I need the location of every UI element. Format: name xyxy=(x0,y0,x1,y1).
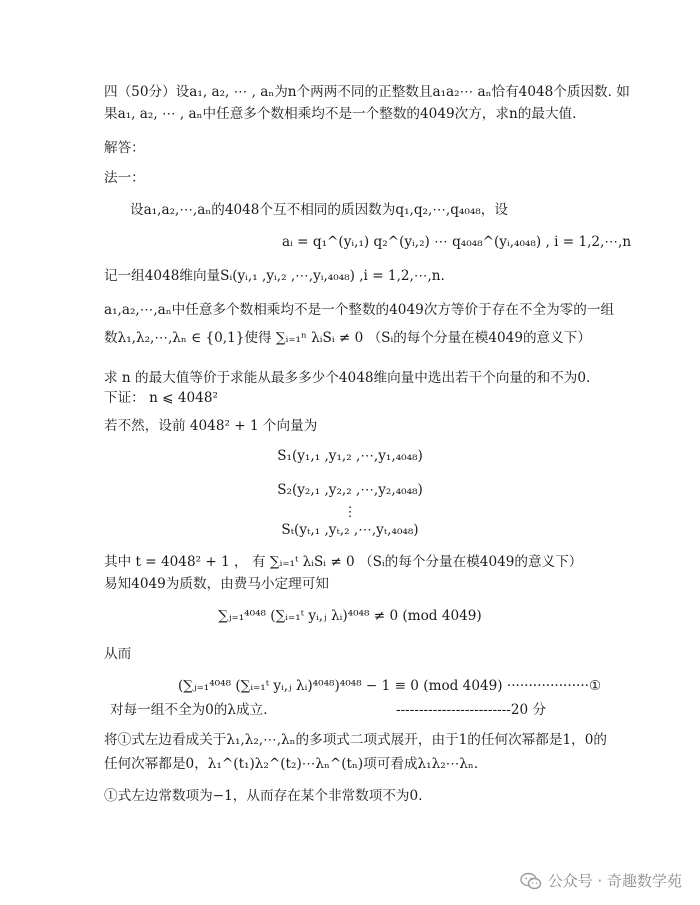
body-line-9: 易知4049为质数，由费马小定理可知 xyxy=(104,576,329,592)
equation-ai: aᵢ = q₁^(yᵢ,₁) q₂^(yᵢ,₂) ⋯ q₄₀₄₈^(yᵢ,₄₀₄₈) , i = 1,2,⋯,n xyxy=(282,234,632,250)
body-line-12: 将①式左边看成关于λ₁,λ₂,⋯,λₙ的多项式二项式展开，由于1的任何次幂都是1，0的 xyxy=(104,732,607,748)
body-line-10: 从而 xyxy=(104,646,132,662)
watermark-text: 公众号 · 奇趣数学苑 xyxy=(547,872,682,890)
method-label: 法一： xyxy=(104,170,145,186)
wechat-icon xyxy=(520,872,542,890)
body-line-3: a₁,a₂,⋯,aₙ中任意多个数相乘均不是一个整数的4049次方等价于存在不全为零的一组 xyxy=(104,302,615,318)
vector-s2: S₂(y₂,₁ ,y₂,₂ ,⋯,y₂,₄₀₄₈) xyxy=(277,482,423,498)
vector-st: Sₜ(yₜ,₁ ,yₜ,₂ ,⋯,yₜ,₄₀₄₈) xyxy=(281,522,419,538)
problem-line-1: 四（50分）设a₁, a₂, ⋯ , aₙ为n个两两不同的正整数且a₁a₂⋯ aₙ恰有4048个质因数. 如 xyxy=(104,84,630,100)
equation-main: (∑ⱼ₌₁⁴⁰⁴⁸ (∑ᵢ₌₁ᵗ yᵢ,ⱼ λᵢ)⁴⁰⁴⁸)⁴⁰⁴⁸ − 1 ≡ 0 (mod 4049) ···················① xyxy=(178,678,602,694)
body-line-2: 记一组4048维向量Sᵢ(yᵢ,₁ ,yᵢ,₂ ,⋯,yᵢ,₄₀₄₈) ,i = 1,2,⋯,n. xyxy=(104,268,445,284)
body-line-1: 设a₁,a₂,⋯,aₙ的4048个互不相同的质因数为q₁,q₂,⋯,q₄₀₄₈，设 xyxy=(130,202,508,218)
problem-line-2: 果a₁, a₂, ⋯ , aₙ中任意多个数相乘均不是一个整数的4049次方，求n的最大值. xyxy=(104,106,577,122)
body-line-6: 下证： n ⩽ 4048² xyxy=(104,390,218,406)
body-line-14: ①式左边常数项为−1，从而存在某个非常数项不为0. xyxy=(104,788,423,804)
body-line-5: 求 n 的最大值等价于求能从最多多少个4048维向量中选出若干个向量的和不为0. xyxy=(104,370,591,386)
body-line-8: 其中 t = 4048² + 1 ， 有 ∑ᵢ₌₁ᵗ λᵢSᵢ ≠ 0 （Sᵢ的每个分量在模4049的意义下） xyxy=(104,554,583,570)
body-line-4: 数λ₁,λ₂,⋯,λₙ ∈ {0,1}使得 ∑ᵢ₌₁ⁿ λᵢSᵢ ≠ 0 （Sᵢ的每个分量在模4049的意义下） xyxy=(104,330,591,346)
body-line-11: 对每一组不全为0的λ成立. xyxy=(110,702,268,718)
body-line-13: 任何次幂都是0，λ₁^(t₁)λ₂^(t₂)⋯λₙ^(tₙ)项可看成λ₁λ₂⋯λₙ. xyxy=(104,756,479,772)
watermark xyxy=(520,870,682,891)
vector-s1: S₁(y₁,₁ ,y₁,₂ ,⋯,y₁,₄₀₄₈) xyxy=(277,448,423,464)
vector-vdots: ⋮ xyxy=(343,504,357,520)
body-line-7: 若不然，设前 4048² + 1 个向量为 xyxy=(104,418,318,434)
answer-label: 解答： xyxy=(104,140,145,156)
score-marker: -------------------------20 分 xyxy=(396,702,547,718)
equation-fermat: ∑ⱼ₌₁⁴⁰⁴⁸ (∑ᵢ₌₁ᵗ yᵢ,ⱼ λᵢ)⁴⁰⁴⁸ ≠ 0 (mod 4049) xyxy=(218,608,482,624)
